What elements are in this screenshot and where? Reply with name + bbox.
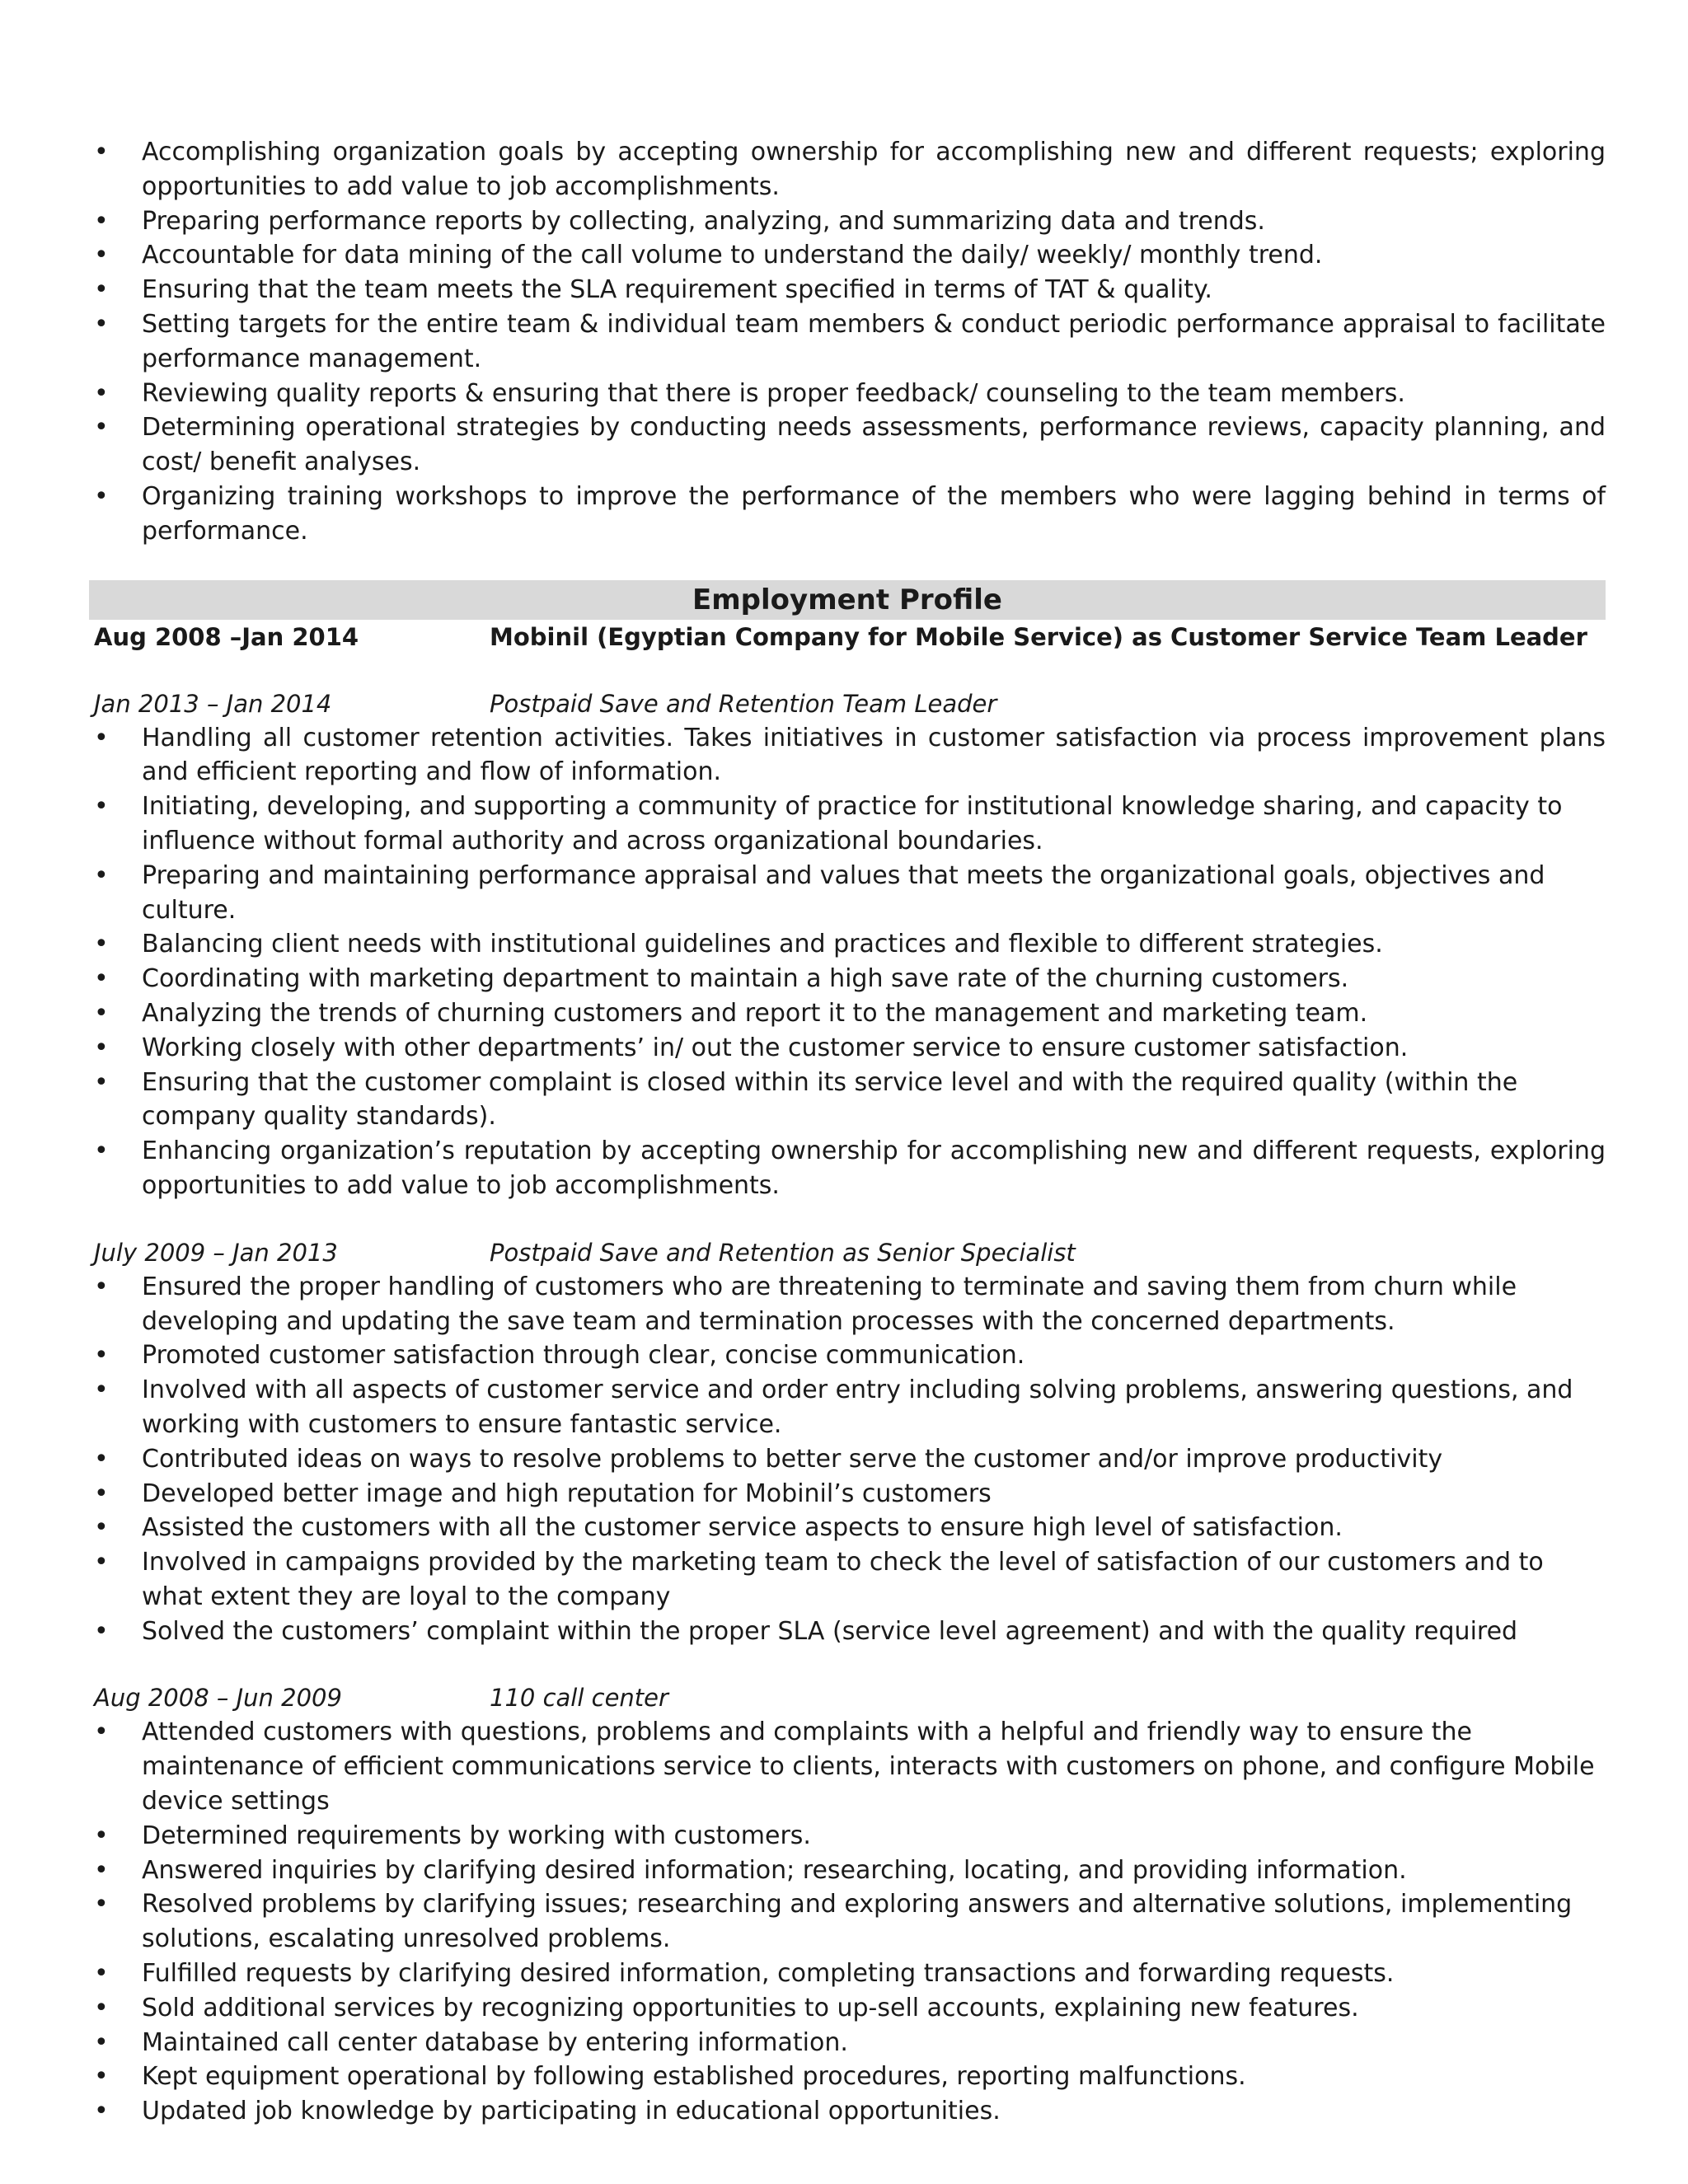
list-item: • Developed better image and high reputation for Mobinil’s customers [89,1477,1606,1511]
bullet-icon: • [94,309,109,339]
role-header [89,687,1606,721]
bullet-icon: • [94,1067,109,1097]
bullet-icon: • [94,1890,109,1919]
bullet-icon: • [94,1855,109,1885]
list-item: • Ensured the proper handling of customers who are threatening to terminate and saving them from churn while developing and updating the save team and termination processes with the concerned departments. [89,1270,1606,1339]
role-title: Postpaid Save and Retention as Senior Specialist [490,1238,1076,1267]
list-item: • Involved in campaigns provided by the marketing team to check the level of satisfaction of our customers and to what extent they are loyal to the company [89,1545,1606,1615]
employment-profile-heading: Employment Profile [89,580,1606,620]
list-item: • Coordinating with marketing department to maintain a high save rate of the churning customers. [89,962,1606,996]
intro-bullet-list [89,135,1606,549]
company-row [89,620,1606,654]
bullet-icon: • [94,964,109,994]
bullet-icon: • [94,930,109,959]
list-item: • Initiating, developing, and supporting a community of practice for institutional knowledge sharing, and capacity to influence without formal authority and across organizational boundaries. [89,790,1606,859]
role-bullet-list [89,1715,1606,2129]
role-header [89,1680,1606,1715]
resume-page [89,135,1606,2129]
role-dates: Jan 2013 – Jan 2014 [94,689,332,718]
list-item: • Kept equipment operational by following established procedures, reporting malfunctions. [89,2060,1606,2094]
list-item: • Maintained call center database by entering information. [89,2026,1606,2060]
role-header [89,1235,1606,1270]
bullet-icon: • [94,1272,109,1301]
list-item: • Setting targets for the entire team & individual team members & conduct periodic performance appraisal to facilitate performance management. [89,307,1606,377]
list-item: • Attended customers with questions, problems and complaints with a helpful and friendly way to ensure the maintenance of efficient communications service to clients, interacts with customers on phone, and configure Mobile device settings [89,1715,1606,1818]
bullet-icon: • [94,2097,109,2126]
list-item: • Accountable for data mining of the call volume to understand the daily/ weekly/ monthly trend. [89,238,1606,273]
bullet-icon: • [94,1341,109,1371]
bullet-icon: • [94,1718,109,1747]
bullet-icon: • [94,2062,109,2092]
list-item: • Updated job knowledge by participating in educational opportunities. [89,2094,1606,2129]
bullet-icon: • [94,206,109,236]
bullet-icon: • [94,275,109,305]
list-item: • Fulfilled requests by clarifying desired information, completing transactions and forwarding requests. [89,1957,1606,1991]
bullet-icon: • [94,2027,109,2057]
role-title: 110 call center [490,1684,668,1713]
role-bullet-list [89,1270,1606,1649]
list-item: • Preparing performance reports by collecting, analyzing, and summarizing data and trends. [89,204,1606,239]
list-item: • Working closely with other departments’ in/ out the customer service to ensure customer satisfaction. [89,1031,1606,1066]
list-item: • Enhancing organization’s reputation by accepting ownership for accomplishing new and different requests, exploring opportunities to add value to job accomplishments. [89,1134,1606,1203]
list-item: • Handling all customer retention activities. Takes initiatives in customer satisfaction via process improvement plans and efficient reporting and flow of information. [89,721,1606,790]
company-dates: Aug 2008 –Jan 2014 [94,622,359,651]
list-item: • Sold additional services by recognizing opportunities to up-sell accounts, explaining new features. [89,1991,1606,2026]
bullet-icon: • [94,1479,109,1508]
role-title: Postpaid Save and Retention Team Leader [490,689,997,718]
bullet-icon: • [94,792,109,822]
list-item: • Assisted the customers with all the customer service aspects to ensure high level of satisfaction. [89,1511,1606,1545]
bullet-icon: • [94,1959,109,1989]
list-item: • Promoted customer satisfaction through clear, concise communication. [89,1338,1606,1373]
list-item: • Determined requirements by working with customers. [89,1819,1606,1854]
company-title: Mobinil (Egyptian Company for Mobile Service) as Customer Service Team Leader [490,622,1587,651]
list-item: • Balancing client needs with institutional guidelines and practices and flexible to different strategies. [89,927,1606,962]
bullet-icon: • [94,1548,109,1577]
bullet-icon: • [94,860,109,890]
bullet-icon: • [94,378,109,408]
list-item: • Answered inquiries by clarifying desired information; researching, locating, and providing information. [89,1854,1606,1888]
list-item: • Contributed ideas on ways to resolve problems to better serve the customer and/or improve productivity [89,1442,1606,1477]
bullet-icon: • [94,1444,109,1474]
bullet-icon: • [94,138,109,166]
role-dates: July 2009 – Jan 2013 [94,1238,338,1267]
bullet-icon: • [94,1137,109,1166]
role-dates: Aug 2008 – Jun 2009 [94,1684,342,1713]
list-item: • Solved the customers’ complaint within the proper SLA (service level agreement) and with the quality required [89,1615,1606,1649]
list-item: • Analyzing the trends of churning customers and report it to the management and marketing team. [89,996,1606,1031]
bullet-icon: • [94,1616,109,1646]
list-item: • Determining operational strategies by conducting needs assessments, performance reviews, capacity planning, and cost/ benefit analyses. [89,410,1606,480]
bullet-icon: • [94,723,109,752]
bullet-icon: • [94,1513,109,1543]
bullet-icon: • [94,1376,109,1405]
list-item: • Involved with all aspects of customer service and order entry including solving problems, answering questions, and working with customers to ensure fantastic service. [89,1373,1606,1442]
bullet-icon: • [94,1993,109,2022]
bullet-icon: • [94,998,109,1028]
bullet-icon: • [94,1821,109,1850]
list-item: • Ensuring that the team meets the SLA requirement specified in terms of TAT & quality. [89,273,1606,307]
list-item: • Reviewing quality reports & ensuring that there is proper feedback/ counseling to the team members. [89,377,1606,411]
list-item: • Ensuring that the customer complaint is closed within its service level and with the required quality (within the company quality standards). [89,1066,1606,1135]
bullet-icon: • [94,1033,109,1062]
bullet-icon: • [94,481,109,511]
list-item: • Organizing training workshops to improve the performance of the members who were lagging behind in terms of performance. [89,480,1606,549]
list-item: • Resolved problems by clarifying issues; researching and exploring answers and alternative solutions, implementing solutions, escalating unresolved problems. [89,1887,1606,1957]
role-bullet-list [89,721,1606,1203]
list-item: • Preparing and maintaining performance appraisal and values that meets the organizational goals, objectives and culture. [89,859,1606,928]
list-item: • Accomplishing organization goals by accepting ownership for accomplishing new and different requests; exploring opportunities to add value to job accomplishments. [89,135,1606,204]
bullet-icon: • [94,413,109,443]
bullet-icon: • [94,241,109,270]
